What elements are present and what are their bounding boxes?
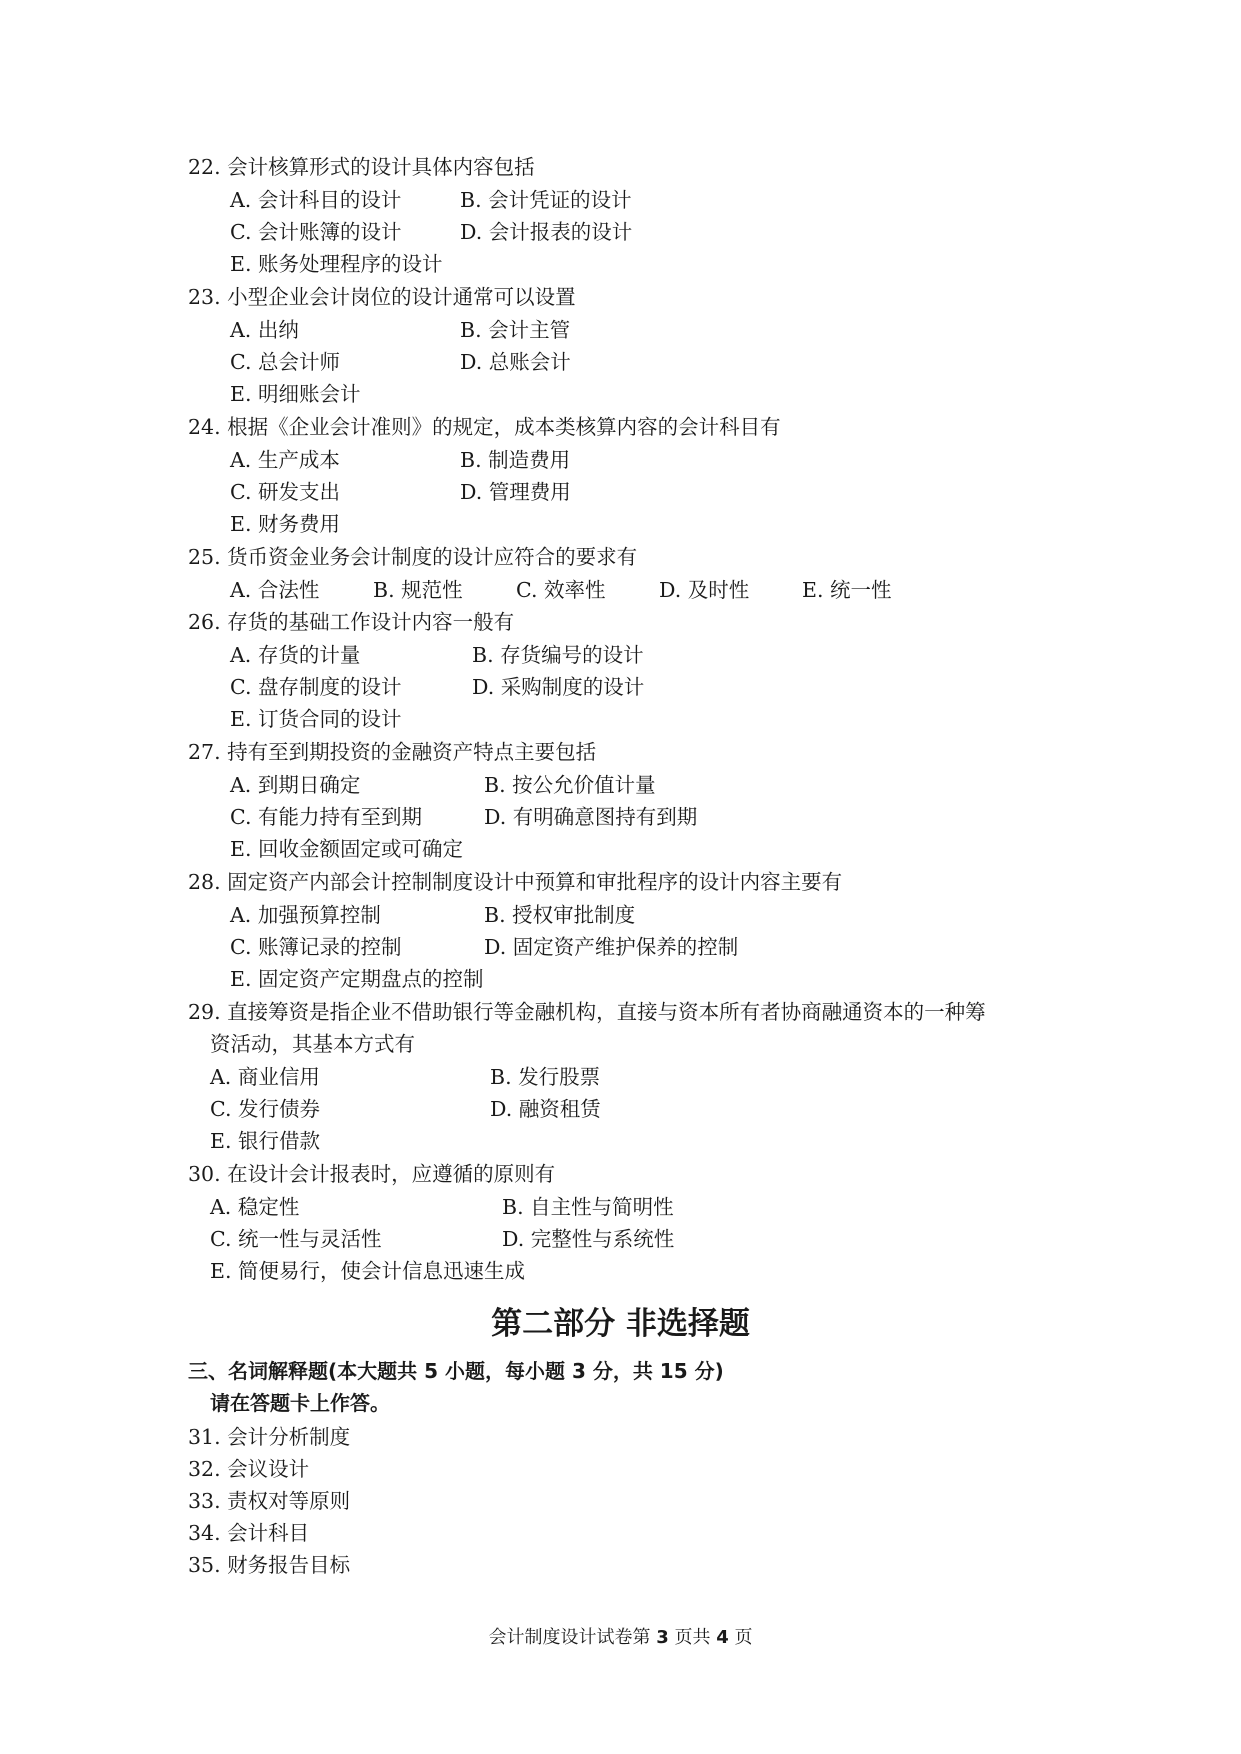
question-24 — [188, 414, 781, 440]
question-text: 存货的基础工作设计内容一般有 — [227, 610, 515, 634]
term-item — [188, 1456, 309, 1482]
question-number: 31. — [188, 1425, 221, 1449]
option: D. 及时性 — [659, 578, 750, 602]
question-number: 23. — [188, 285, 221, 309]
question-number: 26. — [188, 610, 221, 634]
term-item — [188, 1520, 309, 1546]
footer-suffix: 页 — [728, 1627, 753, 1648]
question-number: 28. — [188, 870, 221, 894]
footer-prefix: 会计制度设计试卷第 — [488, 1627, 657, 1648]
section-instruction: 请在答题卡上作答。 — [210, 1391, 390, 1415]
question-text: 固定资产内部会计控制制度设计中预算和审批程序的设计内容主要有 — [227, 870, 843, 894]
question-number: 30. — [188, 1162, 221, 1186]
option: C. 总会计师 — [230, 350, 340, 374]
question-text: 财务报告目标 — [227, 1553, 351, 1577]
option: A. 到期日确定 — [230, 773, 361, 797]
question-text: 持有至到期投资的金融资产特点主要包括 — [227, 740, 597, 764]
option: A. 会计科目的设计 — [230, 188, 402, 212]
question-number: 33. — [188, 1489, 221, 1513]
question-number: 29. — [188, 1000, 221, 1024]
option: E. 银行借款 — [210, 1129, 320, 1153]
option: D. 采购制度的设计 — [472, 675, 645, 699]
term-item — [188, 1552, 350, 1578]
question-text: 在设计会计报表时，应遵循的原则有 — [227, 1162, 556, 1186]
option: D. 固定资产维护保养的控制 — [484, 935, 739, 959]
option: B. 规范性 — [373, 578, 463, 602]
term-item — [188, 1488, 350, 1514]
option: B. 授权审批制度 — [484, 903, 636, 927]
question-number: 27. — [188, 740, 221, 764]
question-23 — [188, 284, 576, 310]
option: B. 发行股票 — [490, 1065, 601, 1089]
option: A. 稳定性 — [210, 1195, 300, 1219]
question-text: 会计核算形式的设计具体内容包括 — [227, 155, 535, 179]
option: B. 制造费用 — [460, 448, 571, 472]
question-text: 货币资金业务会计制度的设计应符合的要求有 — [227, 545, 638, 569]
question-28 — [188, 869, 842, 895]
page-footer — [0, 1626, 1241, 1650]
option: B. 会计凭证的设计 — [460, 188, 632, 212]
question-text-continued: 资活动，其基本方式有 — [210, 1032, 415, 1056]
footer-total-pages: 4 — [716, 1627, 729, 1648]
option: C. 盘存制度的设计 — [230, 675, 402, 699]
option: B. 存货编号的设计 — [472, 643, 644, 667]
option: E. 固定资产定期盘点的控制 — [230, 967, 484, 991]
question-number: 25. — [188, 545, 221, 569]
option: C. 统一性与灵活性 — [210, 1227, 382, 1251]
option: C. 发行债券 — [210, 1097, 320, 1121]
option: D. 总账会计 — [460, 350, 571, 374]
option: B. 会计主管 — [460, 318, 571, 342]
question-text: 小型企业会计岗位的设计通常可以设置 — [227, 285, 576, 309]
option: E. 统一性 — [802, 578, 892, 602]
option: D. 完整性与系统性 — [502, 1227, 675, 1251]
option: C. 效率性 — [516, 578, 606, 602]
question-text: 会议设计 — [227, 1457, 310, 1481]
option: B. 按公允价值计量 — [484, 773, 656, 797]
question-text: 会计分析制度 — [227, 1425, 351, 1449]
option: E. 财务费用 — [230, 512, 340, 536]
option: E. 订货合同的设计 — [230, 707, 402, 731]
option: E. 回收金额固定或可确定 — [230, 837, 463, 861]
question-number: 24. — [188, 415, 221, 439]
part-title: 第二部分 非选择题 — [491, 1306, 750, 1342]
option: D. 管理费用 — [460, 480, 571, 504]
option: A. 加强预算控制 — [230, 903, 381, 927]
option: A. 合法性 — [230, 578, 320, 602]
question-number: 35. — [188, 1553, 221, 1577]
option: B. 自主性与简明性 — [502, 1195, 674, 1219]
option: E. 账务处理程序的设计 — [230, 252, 443, 276]
question-27 — [188, 739, 596, 765]
footer-middle: 页共 — [668, 1627, 717, 1648]
question-text: 根据《企业会计准则》的规定，成本类核算内容的会计科目有 — [227, 415, 781, 439]
question-text: 会计科目 — [227, 1521, 310, 1545]
option: E. 明细账会计 — [230, 382, 361, 406]
question-25 — [188, 544, 637, 570]
term-item — [188, 1424, 350, 1450]
question-number: 34. — [188, 1521, 221, 1545]
question-text: 直接筹资是指企业不借助银行等金融机构，直接与资本所有者协商融通资本的一种筹 — [227, 1000, 986, 1024]
option: D. 有明确意图持有到期 — [484, 805, 698, 829]
question-number: 22. — [188, 155, 221, 179]
question-30 — [188, 1161, 555, 1187]
option: C. 账簿记录的控制 — [230, 935, 402, 959]
option: C. 会计账簿的设计 — [230, 220, 402, 244]
option: D. 融资租赁 — [490, 1097, 601, 1121]
option: A. 生产成本 — [230, 448, 340, 472]
option: E. 简便易行，使会计信息迅速生成 — [210, 1259, 525, 1283]
section-heading: 三、名词解释题(本大题共 5 小题，每小题 3 分，共 15 分) — [188, 1359, 724, 1383]
option: A. 出纳 — [230, 318, 299, 342]
option: C. 有能力持有至到期 — [230, 805, 422, 829]
question-29 — [188, 999, 986, 1025]
question-text: 责权对等原则 — [227, 1489, 351, 1513]
question-22 — [188, 154, 535, 180]
option: C. 研发支出 — [230, 480, 340, 504]
option: A. 商业信用 — [210, 1065, 320, 1089]
option: D. 会计报表的设计 — [460, 220, 633, 244]
question-number: 32. — [188, 1457, 221, 1481]
question-26 — [188, 609, 514, 635]
option: A. 存货的计量 — [230, 643, 361, 667]
footer-page-number: 3 — [656, 1627, 669, 1648]
